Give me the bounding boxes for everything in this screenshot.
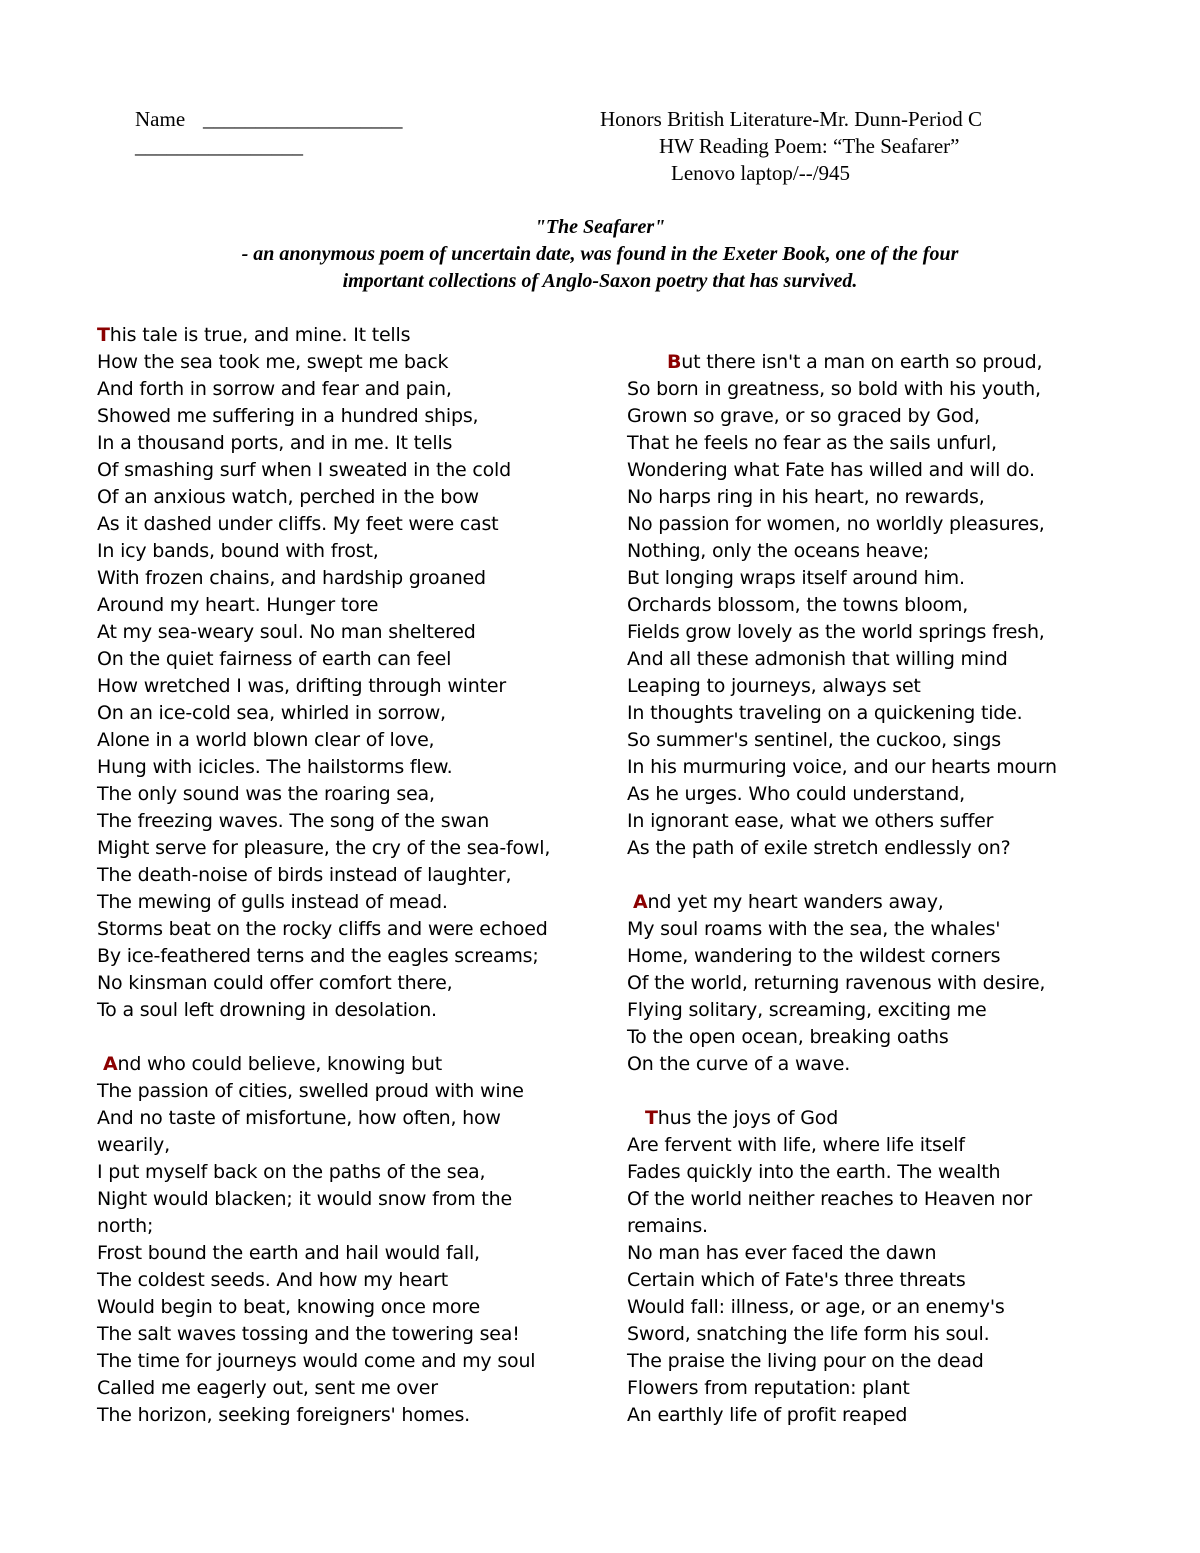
poem-subtitle-line2: important collections of Anglo-Saxon poetry that has survived. (342, 270, 858, 292)
device-info: Lenovo laptop/--/945 (671, 161, 851, 185)
poem-line: Alone in a world blown clear of love, (97, 729, 435, 751)
poem-line: The salt waves tossing and the towering sea! (97, 1323, 520, 1345)
line-text: his tale is true, and mine. It tells (109, 324, 411, 346)
stanza-first-line (97, 1051, 607, 1078)
poem-line: How wretched I was, drifting through winter (97, 675, 506, 697)
poem-line: Of an anxious watch, perched in the bow (97, 486, 479, 508)
poem-line: Are fervent with life, where life itself (627, 1134, 965, 1156)
poem-line: No passion for women, no worldly pleasures, (627, 513, 1045, 535)
poem-line: Orchards blossom, the towns bloom, (627, 594, 969, 616)
poem-line: Around my heart. Hunger tore (97, 594, 379, 616)
poem-line: Home, wandering to the wildest corners (627, 945, 1001, 967)
second-blank[interactable]: ________________ (135, 134, 303, 158)
poem-line: In his murmuring voice, and our hearts mourn (627, 756, 1057, 778)
poem-line: Of smashing surf when I sweated in the cold (97, 459, 511, 481)
drop-cap: A (103, 1053, 118, 1075)
poem-line: Of the world, returning ravenous with desire, (627, 972, 1046, 994)
poem-line: So summer's sentinel, the cuckoo, sings (627, 729, 1001, 751)
poem-line: In ignorant ease, what we others suffer (627, 810, 994, 832)
poem-line: As he urges. Who could understand, (627, 783, 965, 805)
drop-cap: A (633, 891, 648, 913)
poem-line: Frost bound the earth and hail would fall, (97, 1242, 480, 1264)
poem-line: My soul roams with the sea, the whales' (627, 918, 1001, 940)
poem-line: Fades quickly into the earth. The wealth (627, 1161, 1001, 1183)
stanza-left-1 (97, 322, 607, 1024)
poem-line: By ice-feathered terns and the eagles screams; (97, 945, 539, 967)
poem-line: As it dashed under cliffs. My feet were cast (97, 513, 499, 535)
line-text: ut there isn't a man on earth so proud, (681, 351, 1043, 373)
stanza-right-2 (627, 889, 1147, 1078)
poem-line: Grown so grave, or so graced by God, (627, 405, 980, 427)
poem-line: In icy bands, bound with frost, (97, 540, 379, 562)
poem-line: To the open ocean, breaking oaths (627, 1026, 949, 1048)
poem-line: At my sea-weary soul. No man sheltered (97, 621, 476, 643)
poem-line: In thoughts traveling on a quickening tide. (627, 702, 1023, 724)
poem-line: Night would blacken; it would snow from the (97, 1188, 512, 1210)
poem-line: Sword, snatching the life form his soul. (627, 1323, 990, 1345)
poem-line: The freezing waves. The song of the swan (97, 810, 490, 832)
poem-line: wearily, (97, 1134, 170, 1156)
stanza-first-line (627, 889, 1147, 916)
poem-line: With frozen chains, and hardship groaned (97, 567, 486, 589)
name-label: Name (135, 107, 186, 131)
stanza-right-1 (627, 349, 1147, 862)
poem-line: Certain which of Fate's three threats (627, 1269, 966, 1291)
poem-line: north; (97, 1215, 154, 1237)
poem-line: Called me eagerly out, sent me over (97, 1377, 438, 1399)
poem-line: So born in greatness, so bold with his youth, (627, 378, 1041, 400)
poem-line: The passion of cities, swelled proud with wine (97, 1080, 524, 1102)
poem-line: On an ice-cold sea, whirled in sorrow, (97, 702, 446, 724)
poem-line: In a thousand ports, and in me. It tells (97, 432, 453, 454)
poem-line: Hung with icicles. The hailstorms flew. (97, 756, 453, 778)
stanza-first-line (627, 349, 1147, 376)
poem-line: But longing wraps itself around him. (627, 567, 965, 589)
name-blank[interactable]: ___________________ (203, 107, 403, 131)
drop-cap: T (97, 324, 110, 346)
poem-line: Might serve for pleasure, the cry of the sea-fowl, (97, 837, 551, 859)
poem-line: I put myself back on the paths of the sea, (97, 1161, 486, 1183)
poem-line: An earthly life of profit reaped (627, 1404, 908, 1426)
poem-line: To a soul left drowning in desolation. (97, 999, 437, 1021)
poem-line: And all these admonish that willing mind (627, 648, 1008, 670)
left-column (97, 322, 607, 1429)
poem-line: Flying solitary, screaming, exciting me (627, 999, 987, 1021)
line-text: hus the joys of God (657, 1107, 839, 1129)
line-text: nd who could believe, knowing but (117, 1053, 442, 1075)
poem-line: The coldest seeds. And how my heart (97, 1269, 448, 1291)
poem-line: The only sound was the roaring sea, (97, 783, 435, 805)
poem-line: Flowers from reputation: plant (627, 1377, 910, 1399)
poem-line: The mewing of gulls instead of mead. (97, 891, 448, 913)
poem-line: Of the world neither reaches to Heaven nor (627, 1188, 1032, 1210)
poem-line: Nothing, only the oceans heave; (627, 540, 930, 562)
drop-cap: T (645, 1107, 658, 1129)
poem-line: The praise the living pour on the dead (627, 1350, 984, 1372)
poem-line: The horizon, seeking foreigners' homes. (97, 1404, 470, 1426)
poem-subtitle-line1: - an anonymous poem of uncertain date, was found in the Exeter Book, one of the four (241, 243, 959, 265)
poem-line: Showed me suffering in a hundred ships, (97, 405, 479, 427)
poem-line: Wondering what Fate has willed and will do. (627, 459, 1035, 481)
poem-line: How the sea took me, swept me back (97, 351, 449, 373)
poem-line: The time for journeys would come and my soul (97, 1350, 536, 1372)
poem-line: And forth in sorrow and fear and pain, (97, 378, 452, 400)
poem-line: On the quiet fairness of earth can feel (97, 648, 452, 670)
right-column (627, 349, 1147, 1429)
poem-line: On the curve of a wave. (627, 1053, 851, 1075)
poem-line: Would fall: illness, or age, or an enemy's (627, 1296, 1005, 1318)
poem-line: Leaping to journeys, always set (627, 675, 921, 697)
poem-line: That he feels no fear as the sails unfurl, (627, 432, 997, 454)
poem-line: remains. (627, 1215, 708, 1237)
stanza-right-3 (627, 1105, 1147, 1429)
poem-line: And no taste of misfortune, how often, how (97, 1107, 501, 1129)
poem-title: "The Seafarer" (534, 216, 666, 238)
stanza-first-line (97, 322, 607, 349)
stanza-left-2 (97, 1051, 607, 1429)
course-info: Honors British Literature-Mr. Dunn-Period C (600, 107, 983, 131)
poem-line: No harps ring in his heart, no rewards, (627, 486, 985, 508)
line-text: nd yet my heart wanders away, (647, 891, 944, 913)
drop-cap: B (667, 351, 682, 373)
poem-line: No man has ever faced the dawn (627, 1242, 937, 1264)
stanza-first-line (627, 1105, 1147, 1132)
poem-line: Fields grow lovely as the world springs fresh, (627, 621, 1045, 643)
poem-line: No kinsman could offer comfort there, (97, 972, 453, 994)
poem-line: Storms beat on the rocky cliffs and were echoed (97, 918, 548, 940)
assignment-info: HW Reading Poem: “The Seafarer” (659, 134, 960, 158)
poem-line: The death-noise of birds instead of laughter, (97, 864, 512, 886)
poem-line: Would begin to beat, knowing once more (97, 1296, 481, 1318)
poem-line: As the path of exile stretch endlessly on? (627, 837, 1011, 859)
